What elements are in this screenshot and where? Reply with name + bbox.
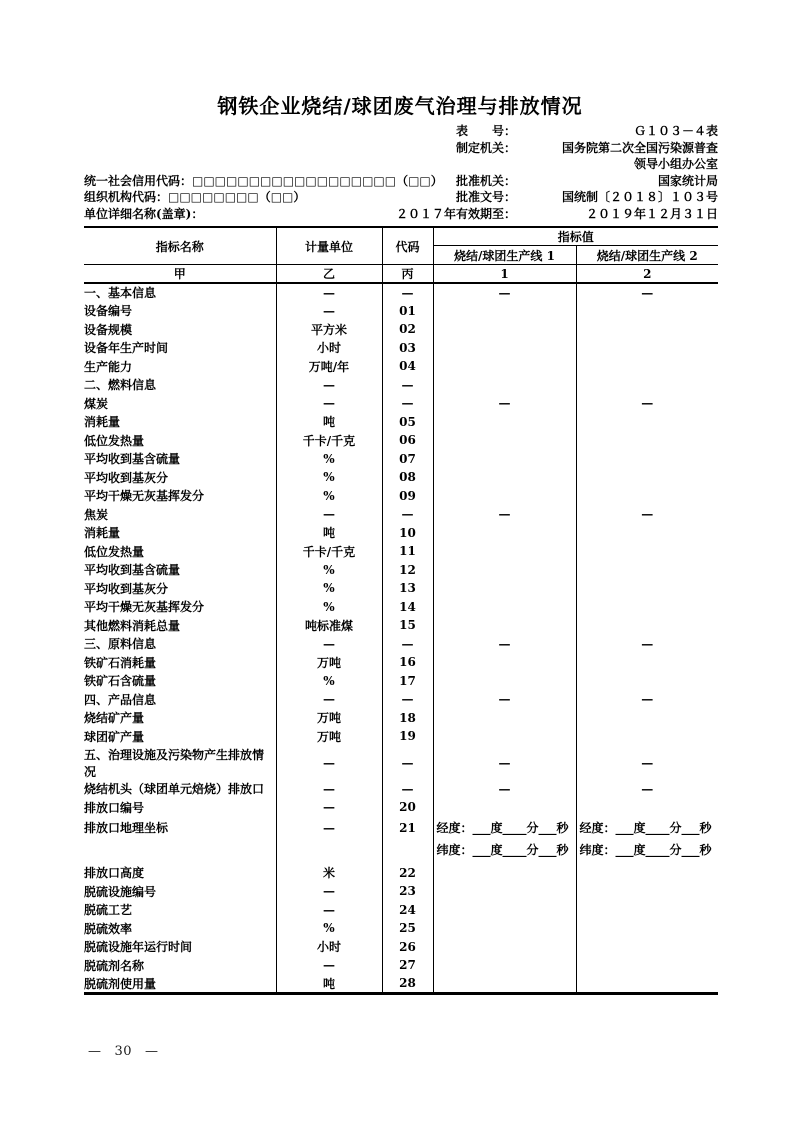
approval-doc-label: 批准文号： <box>456 190 517 204</box>
indicator-name-cell: 烧结矿产量 <box>84 711 145 726</box>
indicator-name-cell: 脱硫工艺 <box>84 903 133 918</box>
table-row <box>84 956 718 975</box>
unit-cell: — <box>276 817 382 864</box>
value-cell-line-2 <box>576 616 718 635</box>
table-row <box>84 901 718 920</box>
code-cell: — <box>382 283 433 302</box>
unit-cell: 千卡/千克 <box>276 431 382 450</box>
code-cell: 27 <box>382 956 433 975</box>
code-cell: 07 <box>382 450 433 469</box>
unit-cell: — <box>276 635 382 654</box>
table-row <box>84 864 718 883</box>
table-row <box>84 709 718 728</box>
indicator-name-cell: 平均干燥无灰基挥发分 <box>84 489 205 504</box>
form-number-label: 表 号： <box>456 124 517 138</box>
value-cell-line-2 <box>576 357 718 376</box>
meta-left-spacer <box>84 140 456 157</box>
table-row <box>84 283 718 302</box>
code-cell: 08 <box>382 468 433 487</box>
indicator-name-cell: 低位发热量 <box>84 433 145 448</box>
indicator-name-cell: 平均收到基含硫量 <box>84 563 181 578</box>
indicator-name-cell: 烧结机头（球团单元焙烧）排放口 <box>84 782 265 797</box>
value-cell-line-1: — <box>433 505 576 524</box>
value-cell-line-1 <box>433 727 576 746</box>
value-cell-line-1 <box>433 487 576 506</box>
value-cell-line-2 <box>576 653 718 672</box>
unit-cell: — <box>276 956 382 975</box>
indicator-name-cell: 焦炭 <box>84 507 109 522</box>
meta-row-issuing-agency-2 <box>84 156 718 173</box>
issuing-agency-value-line2: 领导小组办公室 <box>633 157 718 171</box>
indicator-name-cell: 设备规模 <box>84 322 133 337</box>
indicator-name-cell: 设备年生产时间 <box>84 341 169 356</box>
indicator-name-cell: 生产能力 <box>84 359 133 374</box>
code-cell: 10 <box>382 524 433 543</box>
code-cell: — <box>382 746 433 780</box>
header-unit: 计量单位 <box>276 227 382 265</box>
code-cell: 22 <box>382 864 433 883</box>
table-body <box>84 283 718 993</box>
value-cell-line-2 <box>576 975 718 994</box>
value-cell-line-1 <box>433 302 576 321</box>
page-number: 30 <box>114 1044 133 1059</box>
code-cell: 23 <box>382 882 433 901</box>
indicator-name-cell: 排放口高度 <box>84 866 145 881</box>
meta-row-unit-name <box>84 206 718 223</box>
table-row <box>84 394 718 413</box>
ref-col-yi: 乙 <box>276 265 382 284</box>
code-cell: — <box>382 690 433 709</box>
header-production-line-1: 烧结/球团生产线 1 <box>433 246 576 265</box>
value-cell-line-1 <box>433 468 576 487</box>
value-cell-line-2: — <box>576 690 718 709</box>
value-cell-line-2 <box>576 709 718 728</box>
unit-cell: % <box>276 468 382 487</box>
value-cell-line-1 <box>433 561 576 580</box>
value-cell-line-2 <box>576 524 718 543</box>
unit-cell: — <box>276 746 382 780</box>
unit-cell: — <box>276 394 382 413</box>
valid-until-label: 有效期至： <box>456 206 517 221</box>
value-cell-line-2 <box>576 864 718 883</box>
value-cell-line-2 <box>576 542 718 561</box>
value-cell-line-1: — <box>433 746 576 780</box>
table-row <box>84 817 718 864</box>
code-cell: 16 <box>382 653 433 672</box>
value-cell-line-2: — <box>576 505 718 524</box>
table-row <box>84 672 718 691</box>
value-cell-line-2 <box>576 450 718 469</box>
value-cell-line-2 <box>576 798 718 817</box>
unit-cell: 吨标准煤 <box>276 616 382 635</box>
table-row <box>84 746 718 780</box>
indicator-name-cell: 平均收到基灰分 <box>84 581 169 596</box>
indicator-name-cell: 平均收到基灰分 <box>84 470 169 485</box>
value-cell-line-1 <box>433 919 576 938</box>
indicator-table <box>84 226 718 995</box>
geo-coordinate-line: 纬度：___度____分___秒 <box>579 842 712 857</box>
value-cell-line-2: — <box>576 635 718 654</box>
unit-cell: % <box>276 561 382 580</box>
indicator-name-cell: 脱硫设施年运行时间 <box>84 940 193 955</box>
meta-row-form-number <box>84 123 718 140</box>
unit-cell: — <box>276 505 382 524</box>
unit-cell: — <box>276 690 382 709</box>
value-cell-line-2 <box>576 956 718 975</box>
meta-row-credit-code <box>84 173 718 190</box>
table-row <box>84 635 718 654</box>
value-cell-line-2 <box>576 919 718 938</box>
code-cell: 19 <box>382 727 433 746</box>
ref-col-jia: 甲 <box>84 265 276 284</box>
table-row <box>84 357 718 376</box>
table-row <box>84 320 718 339</box>
geo-coordinate-line: 经度：___度____分___秒 <box>579 820 712 835</box>
value-cell-line-2: — <box>576 283 718 302</box>
ref-col-bing: 丙 <box>382 265 433 284</box>
meta-left-spacer <box>84 156 456 173</box>
unit-cell: 万吨/年 <box>276 357 382 376</box>
table-row <box>84 524 718 543</box>
value-cell-line-1 <box>433 975 576 994</box>
table-row <box>84 561 718 580</box>
value-cell-line-1 <box>433 653 576 672</box>
indicator-name-cell: 二、燃料信息 <box>84 378 157 393</box>
indicator-name-cell: 铁矿石消耗量 <box>84 655 157 670</box>
indicator-name-cell: 一、基本信息 <box>84 286 157 301</box>
value-cell-line-1: — <box>433 780 576 799</box>
code-cell: 18 <box>382 709 433 728</box>
table-row <box>84 487 718 506</box>
value-cell-line-2 <box>576 882 718 901</box>
value-cell-line-2 <box>576 468 718 487</box>
code-cell: 21 <box>382 817 433 864</box>
table-row <box>84 882 718 901</box>
header-code: 代码 <box>382 227 433 265</box>
table-row <box>84 431 718 450</box>
code-cell: 24 <box>382 901 433 920</box>
value-cell-line-2: — <box>576 394 718 413</box>
unit-cell: — <box>276 283 382 302</box>
value-cell-line-1 <box>433 542 576 561</box>
value-cell-line-1 <box>433 901 576 920</box>
form-title: 钢铁企业烧结/球团废气治理与排放情况 <box>217 94 583 118</box>
unit-cell: % <box>276 579 382 598</box>
value-cell-line-2 <box>576 938 718 957</box>
issuing-agency-value: 国务院第二次全国污染源普查 <box>561 140 718 155</box>
unit-cell: — <box>276 882 382 901</box>
unit-cell: 千卡/千克 <box>276 542 382 561</box>
code-cell: 05 <box>382 413 433 432</box>
unit-cell: 万吨 <box>276 709 382 728</box>
code-cell: — <box>382 394 433 413</box>
form-meta <box>84 123 718 222</box>
table-row <box>84 542 718 561</box>
value-cell-line-1 <box>433 672 576 691</box>
value-cell-line-2: — <box>576 746 718 780</box>
indicator-name-cell: 脱硫设施编号 <box>84 884 157 899</box>
unit-cell: 吨 <box>276 975 382 994</box>
value-cell-line-1: — <box>433 394 576 413</box>
value-cell-line-2 <box>576 672 718 691</box>
code-cell: 06 <box>382 431 433 450</box>
indicator-name-cell: 低位发热量 <box>84 544 145 559</box>
indicator-name-cell: 平均收到基含硫量 <box>84 452 181 467</box>
indicator-name-cell: 排放口编号 <box>84 800 145 815</box>
table-row <box>84 798 718 817</box>
code-cell: 13 <box>382 579 433 598</box>
approval-doc-value: 国统制〔２０１８〕１０３号 <box>561 190 718 204</box>
unit-cell: — <box>276 901 382 920</box>
indicator-name-cell: 四、产品信息 <box>84 692 157 707</box>
unit-cell: — <box>276 780 382 799</box>
code-cell: 20 <box>382 798 433 817</box>
code-cell: — <box>382 780 433 799</box>
value-cell-line-1 <box>433 357 576 376</box>
value-cell-line-1 <box>433 956 576 975</box>
table-row <box>84 975 718 994</box>
value-cell-line-2 <box>576 376 718 395</box>
footer-left-dash: — <box>88 1044 102 1059</box>
credit-code-field: 统一社会信用代码：□□□□□□□□□□□□□□□□□□（□□） <box>84 173 443 188</box>
value-cell-line-2 <box>576 339 718 358</box>
code-cell: 28 <box>382 975 433 994</box>
code-cell: 01 <box>382 302 433 321</box>
table-row <box>84 690 718 709</box>
table-row <box>84 579 718 598</box>
header-indicator-name: 指标名称 <box>84 227 276 265</box>
value-cell-line-1 <box>433 616 576 635</box>
value-cell-line-1 <box>433 709 576 728</box>
value-cell-line-2 <box>576 320 718 339</box>
value-cell-line-1 <box>433 376 576 395</box>
code-cell: — <box>382 635 433 654</box>
indicator-name-cell: 排放口地理坐标 <box>84 820 169 835</box>
code-cell: 17 <box>382 672 433 691</box>
valid-until-value: ２０１９年１２月３１日 <box>585 206 718 221</box>
code-cell: 25 <box>382 919 433 938</box>
code-cell: 03 <box>382 339 433 358</box>
value-cell-line-2 <box>576 561 718 580</box>
code-cell: 09 <box>382 487 433 506</box>
value-cell-line-2 <box>576 487 718 506</box>
indicator-name-cell: 煤炭 <box>84 396 109 411</box>
indicator-name-cell: 球团矿产量 <box>84 729 145 744</box>
report-year: ２０１７年 <box>395 206 456 221</box>
table-row <box>84 919 718 938</box>
page-footer <box>88 1044 159 1059</box>
unit-name-field: 单位详细名称(盖章)： <box>84 206 204 221</box>
value-cell-line-2 <box>576 579 718 598</box>
unit-cell: 吨 <box>276 413 382 432</box>
table-row <box>84 302 718 321</box>
approval-agency-label: 批准机关： <box>456 173 517 188</box>
code-cell: 15 <box>382 616 433 635</box>
unit-cell: — <box>276 376 382 395</box>
table-row <box>84 505 718 524</box>
code-cell: 11 <box>382 542 433 561</box>
value-cell-line-2: — <box>576 780 718 799</box>
meta-left-spacer <box>84 123 456 140</box>
org-code-field: 组织机构代码：□□□□□□□□（□□） <box>84 190 306 204</box>
table-row <box>84 938 718 957</box>
indicator-name-cell: 消耗量 <box>84 415 121 430</box>
value-cell-line-1: — <box>433 283 576 302</box>
form-number-value: Ｇ１０３－４表 <box>633 124 718 138</box>
unit-cell: % <box>276 450 382 469</box>
value-cell-line-2 <box>576 727 718 746</box>
value-cell-line-2 <box>576 598 718 617</box>
unit-cell: 平方米 <box>276 320 382 339</box>
indicator-name-cell: 其他燃料消耗总量 <box>84 618 181 633</box>
indicator-name-cell: 三、原料信息 <box>84 637 157 652</box>
unit-cell: — <box>276 302 382 321</box>
value-cell-line-1 <box>433 524 576 543</box>
value-cell-line-1 <box>433 579 576 598</box>
code-cell: 12 <box>382 561 433 580</box>
indicator-name-cell: 设备编号 <box>84 304 133 319</box>
code-cell: — <box>382 376 433 395</box>
table-row <box>84 780 718 799</box>
value-cell-line-1 <box>433 598 576 617</box>
value-cell-line-1 <box>433 413 576 432</box>
value-cell-line-1 <box>433 450 576 469</box>
value-cell-line-2 <box>576 817 718 864</box>
code-cell: — <box>382 505 433 524</box>
value-cell-line-1 <box>433 320 576 339</box>
unit-cell: % <box>276 919 382 938</box>
footer-right-dash: — <box>145 1044 159 1059</box>
code-cell: 02 <box>382 320 433 339</box>
value-cell-line-2 <box>576 413 718 432</box>
code-cell: 14 <box>382 598 433 617</box>
unit-cell: 吨 <box>276 524 382 543</box>
value-cell-line-1 <box>433 817 576 864</box>
approval-agency-value: 国家统计局 <box>657 173 718 188</box>
value-cell-line-1 <box>433 864 576 883</box>
ref-col-1: 1 <box>433 265 576 284</box>
unit-cell: 小时 <box>276 938 382 957</box>
table-row <box>84 468 718 487</box>
unit-cell: 小时 <box>276 339 382 358</box>
header-production-line-2: 烧结/球团生产线 2 <box>576 246 718 265</box>
indicator-name-cell: 平均干燥无灰基挥发分 <box>84 600 205 615</box>
unit-cell: 万吨 <box>276 653 382 672</box>
unit-cell: % <box>276 487 382 506</box>
value-cell-line-1: — <box>433 690 576 709</box>
code-cell: 04 <box>382 357 433 376</box>
indicator-name-cell: 脱硫效率 <box>84 921 133 936</box>
indicator-name-cell: 五、治理设施及污染物产生排放情况 <box>84 747 265 779</box>
value-cell-line-2 <box>576 302 718 321</box>
code-cell: 26 <box>382 938 433 957</box>
empty-label <box>456 156 520 173</box>
header-indicator-value-group: 指标值 <box>433 227 718 246</box>
issuing-agency-label: 制定机关： <box>456 140 517 155</box>
geo-coordinate-line: 经度：___度____分___秒 <box>436 820 569 835</box>
meta-row-issuing-agency <box>84 140 718 157</box>
table-row <box>84 450 718 469</box>
unit-cell: 万吨 <box>276 727 382 746</box>
table-row <box>84 616 718 635</box>
indicator-name-cell: 铁矿石含硫量 <box>84 674 157 689</box>
value-cell-line-2 <box>576 431 718 450</box>
meta-row-org-code <box>84 189 718 206</box>
table-row <box>84 413 718 432</box>
value-cell-line-2 <box>576 901 718 920</box>
unit-cell: % <box>276 672 382 691</box>
indicator-name-cell: 脱硫剂使用量 <box>84 976 157 991</box>
value-cell-line-1 <box>433 431 576 450</box>
indicator-name-cell: 脱硫剂名称 <box>84 958 145 973</box>
geo-coordinate-line: 纬度：___度____分___秒 <box>436 842 569 857</box>
value-cell-line-1 <box>433 882 576 901</box>
table-row <box>84 727 718 746</box>
value-cell-line-1 <box>433 339 576 358</box>
value-cell-line-1 <box>433 798 576 817</box>
unit-cell: % <box>276 598 382 617</box>
indicator-name-cell: 消耗量 <box>84 526 121 541</box>
table-row <box>84 376 718 395</box>
unit-cell: — <box>276 798 382 817</box>
table-row <box>84 598 718 617</box>
unit-cell: 米 <box>276 864 382 883</box>
ref-col-2: 2 <box>576 265 718 284</box>
table-row <box>84 339 718 358</box>
value-cell-line-1 <box>433 938 576 957</box>
value-cell-line-1: — <box>433 635 576 654</box>
table-row <box>84 653 718 672</box>
